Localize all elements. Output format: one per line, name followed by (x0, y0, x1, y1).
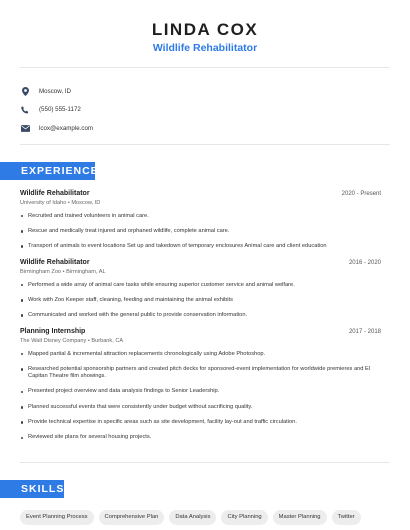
skill-tag: Comprehensive Plan (99, 510, 165, 525)
job-bullet: Communicated and worked with the general public to provide conservation information. (20, 312, 381, 320)
job-role: Planning Internship (20, 328, 86, 335)
contact-location (20, 82, 93, 100)
job-dates: 2017 - 2018 (348, 329, 381, 335)
job-header (20, 328, 381, 335)
experience-entry (20, 328, 381, 449)
job-header (20, 190, 381, 197)
job-bullet: Reviewed site plans for several housing projects. (20, 434, 381, 442)
job-dates: 2020 - Present (341, 191, 381, 197)
contact-list (20, 82, 93, 138)
contact-phone (20, 101, 93, 119)
phone-icon (20, 105, 30, 115)
resume-header (0, 0, 410, 54)
skill-tag: Master Planning (273, 510, 327, 525)
job-bullet: Researched potential sponsorship partners and created pitch decks for sponsored-event implementation for worldwide premieres and El Capitan Theatre film showings. (20, 366, 381, 382)
experience-section-title: EXPERIENCE (0, 162, 95, 180)
skills-list (20, 510, 361, 525)
header-divider (20, 67, 390, 68)
contact-phone-text: (550) 555-1172 (39, 106, 81, 113)
job-employer: The Walt Disney Company • Burbank, CA (20, 337, 124, 344)
job-bullet: Planned successful events that were consistently under budget without sacrificing quality. (20, 404, 381, 412)
contact-email-text: lcox@example.com (39, 124, 94, 132)
job-header (20, 259, 381, 266)
job-dates: 2016 - 2020 (348, 260, 381, 266)
location-pin-icon (20, 86, 30, 96)
job-role: Wildlife Rehabilitator (20, 259, 90, 266)
skills-section-title: SKILLS (0, 480, 64, 498)
experience-divider (20, 462, 390, 463)
job-bullet: Mapped partial & incremental attraction replacements chronologically using Adobe Photoshop. (20, 351, 381, 359)
skill-tag: Data Analysis (169, 510, 216, 525)
skill-tag: Event Planning Process (20, 510, 94, 525)
job-bullets (20, 213, 381, 251)
job-employer: Birmingham Zoo • Birmingham, AL (20, 268, 106, 275)
job-bullet: Performed a wide array of animal care tasks while ensuring superior customer service and animal welfare. (20, 282, 381, 290)
candidate-title: Wildlife Rehabilitator (152, 42, 258, 54)
job-bullets (20, 282, 381, 320)
contact-email (20, 119, 93, 137)
job-bullets (20, 351, 381, 442)
skill-tag: Twitter (332, 510, 361, 525)
job-bullet: Transport of animals to event locations Set up and takedown of temporary enclosures Animal care and client education (20, 243, 381, 251)
experience-entry (20, 190, 381, 258)
email-icon (20, 123, 30, 133)
skill-tag: City Planning (221, 510, 267, 525)
job-bullet: Provide technical expertise in specific areas such as site development, facility lay-out and traffic circulation. (20, 419, 381, 427)
job-bullet: Rescue and medically treat injured and orphaned wildlife, complete animal care. (20, 228, 381, 236)
job-role: Wildlife Rehabilitator (20, 190, 90, 197)
job-bullet: Work with Zoo Keeper staff, cleaning, feeding and maintaining the animal exhibits (20, 297, 381, 305)
contact-divider (20, 144, 390, 145)
candidate-name: LINDA COX (151, 20, 259, 39)
job-employer: University of Idaho • Moscow, ID (20, 199, 101, 206)
job-bullet: Presented project overview and data analysis findings to Senior Leadership. (20, 388, 381, 396)
contact-location-text: Moscow, ID (39, 87, 71, 95)
experience-entry (20, 259, 381, 327)
job-bullet: Recruited and trained volunteers in animal care. (20, 213, 381, 221)
